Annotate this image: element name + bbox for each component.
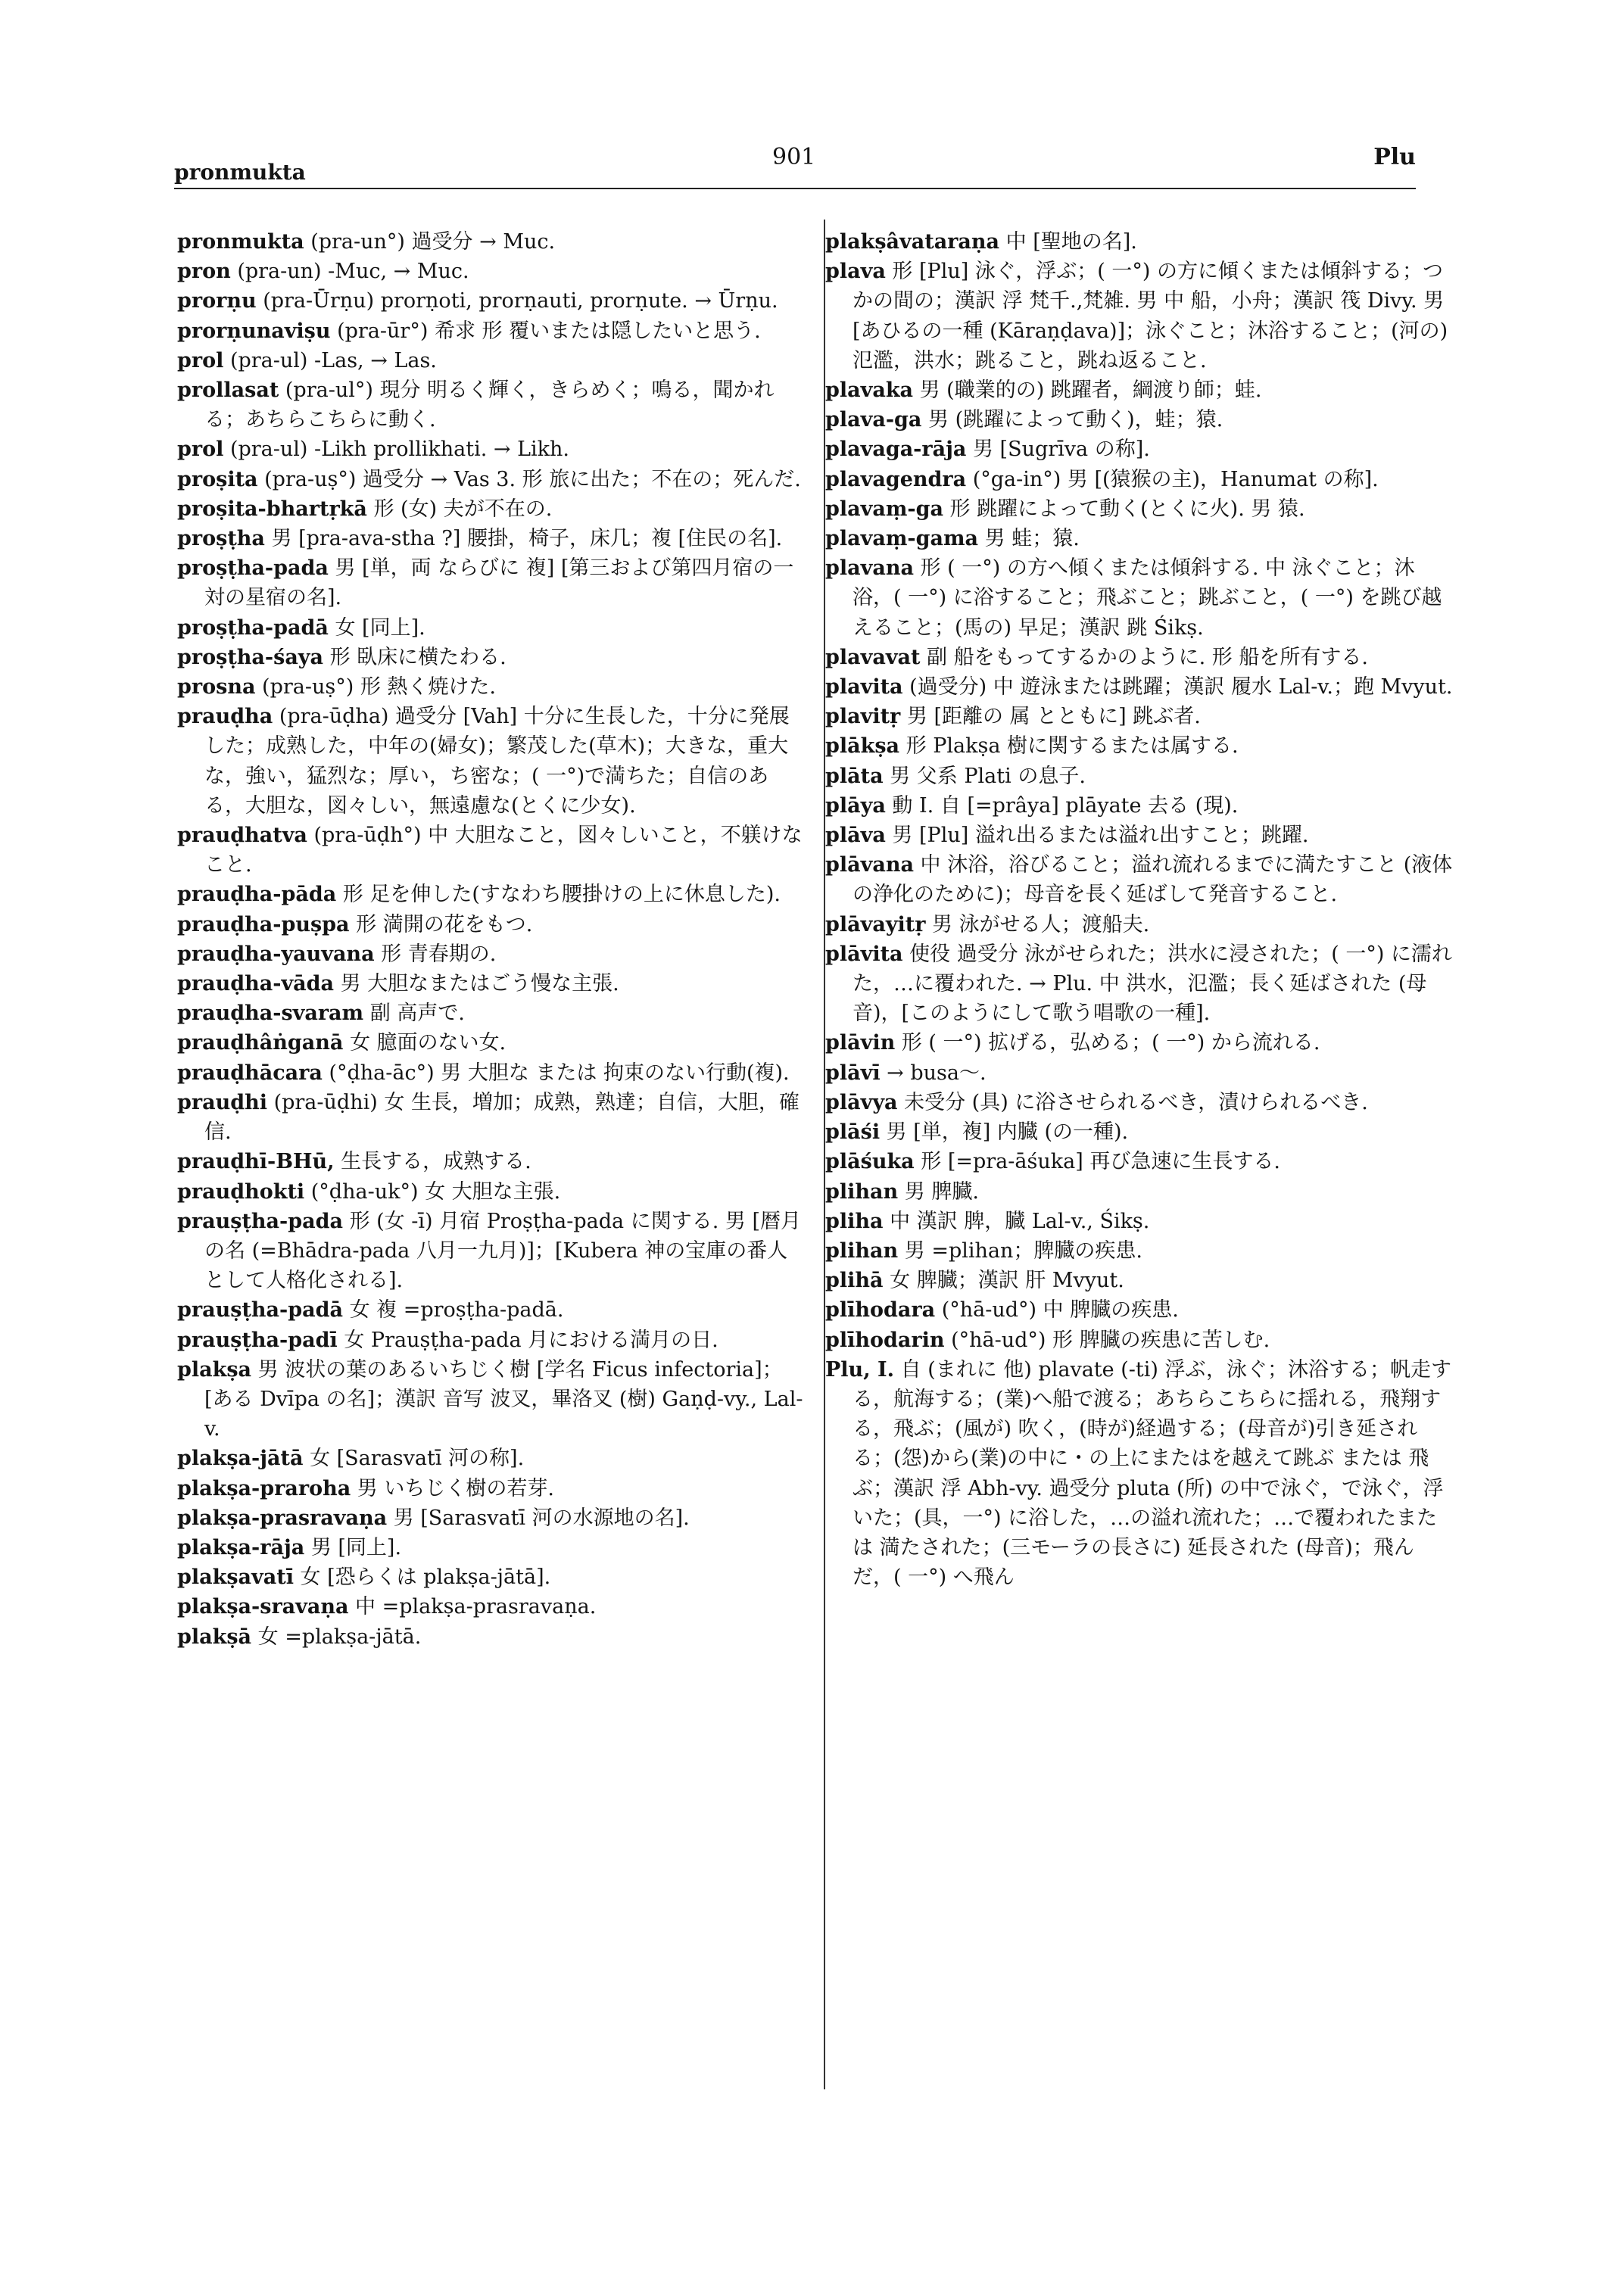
entry-headword: plavaga-rāja xyxy=(825,438,967,462)
entry-headword: plihan xyxy=(825,1179,899,1204)
entry-headword: prol xyxy=(177,348,224,372)
entry-headword: prauṣṭha-padī xyxy=(177,1328,338,1352)
dictionary-entry xyxy=(825,257,1454,375)
entry-definition: (pra-ūḍh°) 中 大胆なこと，図々しいこと，不躾けなこと. xyxy=(204,824,803,877)
dictionary-entry xyxy=(825,1355,1454,1593)
dictionary-entry xyxy=(177,494,806,524)
entry-definition: 中 漢訳 脾，臓 Lal-v., Śikṣ. xyxy=(883,1209,1150,1233)
entry-headword: prol xyxy=(177,438,224,462)
entry-definition: 女 Prauṣṭha-pada 月における満月の日. xyxy=(337,1328,718,1352)
dictionary-entry xyxy=(177,524,806,553)
dictionary-entry xyxy=(177,939,806,969)
dictionary-entry xyxy=(177,1207,806,1296)
dictionary-entry xyxy=(825,435,1454,464)
entry-headword: plakṣa xyxy=(177,1357,252,1382)
entry-headword: plakṣa-jātā xyxy=(177,1447,304,1471)
dictionary-entry xyxy=(177,465,806,494)
dictionary-entry xyxy=(825,1295,1454,1325)
entry-definition: 動 I. 自 [=prâya] plāyate 去る (現). xyxy=(885,793,1239,818)
entry-definition: 女 複 =proṣṭha-padā. xyxy=(342,1298,564,1323)
entry-definition: (pra-ūḍhi) 女 生長，増加；成熟，熟達；自信，大胆，確信. xyxy=(204,1090,800,1145)
entry-headword: prauḍhī-BHū, xyxy=(177,1150,335,1174)
entry-definition: 男 (職業的の) 跳躍者，綱渡り師；蛙. xyxy=(913,379,1262,403)
dictionary-entry xyxy=(177,375,806,435)
entry-definition: 形 ( 一°) の方へ傾くまたは傾斜する. 中 泳ぐこと；沐浴，( 一°) に浴すること；飛ぶこと；跳ぶこと，( 一°) を跳び越えること；(馬の) 早足；漢訳 跳 Śikṣ. xyxy=(853,556,1442,640)
entry-headword: plāvayitṛ xyxy=(825,912,926,936)
entry-headword: proṣṭha-pada xyxy=(177,556,329,581)
entry-definition: 男 父系 Plati の息子. xyxy=(883,764,1086,788)
page-header xyxy=(174,144,1416,189)
dictionary-entry xyxy=(825,553,1454,643)
entry-headword: plākṣa xyxy=(825,734,900,759)
entry-headword: prauḍha-puṣpa xyxy=(177,912,350,936)
dictionary-entry xyxy=(177,613,806,643)
entry-definition: → busa～. xyxy=(880,1061,987,1085)
dictionary-entry xyxy=(825,791,1454,821)
dictionary-entry xyxy=(177,672,806,702)
entry-headword: prauḍhatva xyxy=(177,824,307,848)
dictionary-entry xyxy=(177,1592,806,1622)
entry-definition: (pra-Ūrṇu) prorṇoti, prorṇauti, prorṇute. → Ūrṇu. xyxy=(256,289,778,313)
entry-definition: (pra-uṣ°) 過受分 → Vas 3. 形 旅に出た；不在の；死んだ. xyxy=(257,467,801,491)
entry-headword: prorṇunaviṣu xyxy=(177,319,331,343)
entry-definition: 形 (女) 夫が不在の. xyxy=(366,497,553,521)
entry-definition: 男 [Sugrīva の称]. xyxy=(966,438,1150,462)
dictionary-entry xyxy=(177,1622,806,1652)
entry-headword: prauḍha-vāda xyxy=(177,972,334,996)
dictionary-entry xyxy=(825,227,1454,257)
entry-definition: 男 波状の葉のあるいちじく樹 [学名 Ficus infectoria]；[ある Dvīpa の名]；漢訳 音写 波叉，畢洛叉 (樹) Gaṇḍ-vy., Lal-v. xyxy=(204,1357,803,1441)
entry-headword: plava-ga xyxy=(825,408,922,432)
entry-definition: 男 脾臓. xyxy=(898,1179,979,1204)
entry-headword: plavana xyxy=(825,556,914,581)
entry-headword: prauḍhâṅganā xyxy=(177,1031,344,1055)
entry-headword: plavaṃ-gama xyxy=(825,527,979,551)
entry-definition: (pra-ul) -Las, → Las. xyxy=(223,348,437,372)
dictionary-entry xyxy=(825,494,1454,524)
entry-headword: plakṣavatī xyxy=(177,1566,294,1590)
entry-definition: (pra-uṣ°) 形 熱く焼けた. xyxy=(255,675,497,699)
dictionary-entry xyxy=(825,850,1454,909)
entry-definition: 形 (女 -ī) 月宿 Proṣṭha-pada に関する. 男 [暦月の名 (=Bhādra-pada 八月一九月)]；[Kubera 神の宝庫の番人として人格化される]. xyxy=(204,1209,801,1293)
entry-definition: 女 脾臓；漢訳 肝 Mvyut. xyxy=(883,1269,1124,1293)
entry-headword: prauṣṭha-pada xyxy=(177,1209,343,1233)
entry-definition: 男 [Sarasvatī 河の水源地の名]. xyxy=(387,1506,690,1530)
entry-headword: proṣita-bhartṛkā xyxy=(177,497,367,521)
dictionary-entry xyxy=(825,702,1454,731)
entry-definition: 形 満開の花をもつ. xyxy=(349,912,533,936)
entry-headword: plāśuka xyxy=(825,1150,915,1174)
dictionary-entry xyxy=(177,435,806,464)
entry-definition: 使役 過受分 泳がせられた；洪水に浸された；( 一°) に濡れた，…に覆われた. → Plu. 中 洪水，氾濫；長く延ばされた (母音)，[このようにして歌う唱歌の一種]. xyxy=(853,942,1453,1026)
entry-definition: (pra-ul) -Likh prollikhati. → Likh. xyxy=(223,438,570,462)
dictionary-entry xyxy=(177,880,806,909)
entry-definition: 形 青春期の. xyxy=(374,942,497,966)
left-guide-word: pronmukta xyxy=(174,160,306,185)
entry-definition: 女 =plakṣa-jātā. xyxy=(251,1625,422,1649)
entry-definition: 中 =plakṣa-prasravaṇa. xyxy=(348,1595,597,1619)
entry-definition: 形 足を伸した(すなわち腰掛けの上に休息した). xyxy=(336,883,781,907)
entry-headword: prauḍha-pāda xyxy=(177,883,337,907)
left-column xyxy=(177,227,806,1652)
entry-definition: 男 [距離の 属 とともに] 跳ぶ者. xyxy=(900,705,1201,729)
header-rule xyxy=(174,188,1416,189)
entry-definition: (°ga-in°) 男 [(猿猴の主)，Hanumat の称]. xyxy=(966,467,1379,491)
dictionary-entry xyxy=(177,643,806,672)
entry-headword: plavita xyxy=(825,675,903,699)
dictionary-entry xyxy=(177,1326,806,1355)
entry-definition: 生長する，成熟する. xyxy=(334,1150,531,1174)
entry-headword: plavagendra xyxy=(825,467,967,491)
entry-definition: 男 =plihan；脾臓の疾患. xyxy=(898,1238,1142,1263)
entry-headword: plakṣā xyxy=(177,1625,252,1649)
entry-definition: 男 泳がせる人；渡船夫. xyxy=(925,912,1150,936)
entry-definition: 男 [単，両 ならびに 複] [第三および第四月宿の一対の星宿の名]. xyxy=(204,556,794,610)
entry-definition: 女 [恐らくは plakṣa-jātā]. xyxy=(293,1566,551,1590)
dictionary-entry xyxy=(177,1533,806,1562)
entry-headword: prauḍhi xyxy=(177,1090,267,1114)
entry-definition: 男 (跳躍によって動く)，蛙；猿. xyxy=(921,408,1223,432)
dictionary-entry xyxy=(825,375,1454,405)
entry-definition: 形 Plakṣa 樹に関するまたは属する. xyxy=(899,734,1239,759)
entry-headword: plāvana xyxy=(825,853,914,877)
dictionary-entry xyxy=(177,1295,806,1325)
entry-headword: plavavat xyxy=(825,645,921,669)
dictionary-entry xyxy=(177,999,806,1028)
entry-headword: plakṣa-prasravaṇa xyxy=(177,1506,388,1530)
entry-definition: (°ḍha-āc°) 男 大胆な または 拘束のない行動(複). xyxy=(322,1061,790,1085)
entry-headword: plāvita xyxy=(825,942,903,966)
dictionary-entry xyxy=(177,1177,806,1207)
entry-definition: (°ḍha-uk°) 女 大胆な主張. xyxy=(304,1179,561,1204)
entry-headword: plavaka xyxy=(825,379,914,403)
entry-definition: 中 [聖地の名]. xyxy=(999,230,1137,254)
entry-definition: (°hā-ud°) 中 脾臓の疾患. xyxy=(935,1298,1179,1323)
dictionary-entry xyxy=(177,346,806,375)
entry-headword: plavitṛ xyxy=(825,705,901,729)
dictionary-entry xyxy=(825,762,1454,791)
entry-definition: 形 臥床に横たわる. xyxy=(323,645,507,669)
dictionary-entry xyxy=(825,405,1454,435)
dictionary-entry xyxy=(177,227,806,257)
dictionary-entry xyxy=(177,910,806,939)
entry-definition: 形 ( 一°) 拡げる，弘める；( 一°) から流れる. xyxy=(895,1031,1320,1055)
entry-headword: plāva xyxy=(825,824,886,848)
entry-headword: plakṣa-rāja xyxy=(177,1535,305,1559)
entry-headword: proṣṭha-śaya xyxy=(177,645,323,669)
dictionary-entry xyxy=(825,821,1454,850)
entry-headword: plāvya xyxy=(825,1090,898,1114)
dictionary-entry xyxy=(825,1147,1454,1176)
entry-definition: 副 船をもってするかのように. 形 船を所有する. xyxy=(920,645,1368,669)
entry-definition: (°hā-ud°) 形 脾臓の疾患に苦しむ. xyxy=(944,1328,1270,1352)
entry-definition: (pra-ūḍha) 過受分 [Vah] 十分に生長した，十分に発展した；成熟した，中年の(婦女)；繁茂した(草木)；大きな，重大な，強い，猛烈な；厚い，ち密な；( 一°)で満ちた；自信のある，大胆な，図々しい，無遠慮な(とくに少女). xyxy=(204,705,790,818)
dictionary-entry xyxy=(177,286,806,316)
entry-headword: plāvī xyxy=(825,1061,881,1085)
entry-definition: (過受分) 中 遊泳または跳躍；漢訳 履水 Lal-v.；跑 Mvyut. xyxy=(902,675,1453,699)
entry-headword: plāya xyxy=(825,793,886,818)
entry-definition: 自 (まれに 他) plavate (-ti) 浮ぶ，泳ぐ；沐浴する；帆走する，航海する；(業)へ船で渡る；あちらこちらに揺れる，飛翔する，飛ぶ；(風が) 吹く，(時が)経過する；(母音が)引き延される；(怨)から(業)の中に・の上にまたはを越えて跳ぶ または 飛ぶ；漢訳 浮 Abh-vy. 過受分 pluta (所) の中で泳ぐ，で泳ぐ，浮いた；(具，一°) に浴した，…の溢れ流れた；…で覆われたまたは 満たされた；(三モーラの長さに) 延長された (母音)；飛んだ，( 一°) へ飛ん xyxy=(853,1357,1452,1590)
dictionary-entry xyxy=(177,257,806,286)
dictionary-entry xyxy=(177,1028,806,1058)
entry-headword: prauḍha xyxy=(177,705,273,729)
dictionary-entry xyxy=(825,524,1454,553)
entry-headword: plavaṃ-ga xyxy=(825,497,943,521)
dictionary-entry xyxy=(825,939,1454,1029)
dictionary-entry xyxy=(825,1236,1454,1266)
entry-definition: 男 蛙；猿. xyxy=(978,527,1080,551)
entry-headword: plihā xyxy=(825,1269,884,1293)
entry-definition: 女 [Sarasvatī 河の称]. xyxy=(303,1447,525,1471)
dictionary-entry xyxy=(825,1266,1454,1295)
entry-definition: 形 跳躍によって動く(とくに火). 男 猿. xyxy=(943,497,1305,521)
dictionary-entry xyxy=(177,1562,806,1592)
entry-headword: plāśi xyxy=(825,1120,881,1145)
dictionary-entry xyxy=(825,1207,1454,1236)
entry-headword: pronmukta xyxy=(177,230,304,254)
entry-definition: (pra-un) -Muc, → Muc. xyxy=(230,260,469,284)
entry-headword: prollasat xyxy=(177,379,279,403)
entry-headword: pron xyxy=(177,260,231,284)
entry-headword: prauḍhācara xyxy=(177,1061,323,1085)
entry-headword: plihan xyxy=(825,1238,899,1263)
entry-definition: 男 [pra-ava-stha ?] 腰掛，椅子，床几；複 [住民の名]. xyxy=(264,527,783,551)
entry-headword: plakṣa-praroha xyxy=(177,1476,351,1500)
dictionary-entry xyxy=(177,821,806,880)
entry-definition: 中 沐浴，浴びること；溢れ流れるまでに満たすこと (液体の浄化のために)；母音を長く延ばして発音すること. xyxy=(853,853,1453,907)
entry-headword: plāvin xyxy=(825,1031,896,1055)
dictionary-entry xyxy=(825,1088,1454,1117)
entry-headword: plakṣa-sravaṇa xyxy=(177,1595,349,1619)
entry-headword: proṣṭha xyxy=(177,527,265,551)
entry-definition: 男 [同上]. xyxy=(304,1535,402,1559)
entry-headword: prauḍhokti xyxy=(177,1179,305,1204)
dictionary-entry xyxy=(177,1088,806,1147)
dictionary-entry xyxy=(825,731,1454,761)
entry-definition: 副 高声で. xyxy=(363,1002,465,1026)
right-guide-word: Plu xyxy=(1373,144,1416,170)
entry-headword: plāta xyxy=(825,764,884,788)
entry-headword: prauḍha-svaram xyxy=(177,1002,364,1026)
dictionary-entry xyxy=(825,672,1454,702)
entry-definition: (pra-ūr°) 希求 形 覆いまたは隠したいと思う. xyxy=(330,319,761,343)
entry-definition: (pra-ul°) 現分 明るく輝く，きらめく；鳴る，聞かれる；あちらこちらに動く. xyxy=(204,379,775,432)
entry-headword: prauṣṭha-padā xyxy=(177,1298,343,1323)
entry-definition: 男 大胆なまたはごう慢な主張. xyxy=(334,972,619,996)
dictionary-entry xyxy=(177,316,806,346)
entry-headword: prorṇu xyxy=(177,289,257,313)
dictionary-entry xyxy=(825,1326,1454,1355)
entry-definition: 形 [=pra-āśuka] 再び急速に生長する. xyxy=(914,1150,1280,1174)
entry-headword: plīhodarin xyxy=(825,1328,945,1352)
dictionary-entry xyxy=(177,1355,806,1444)
entry-headword: prosna xyxy=(177,675,256,699)
entry-definition: 女 臆面のない女. xyxy=(343,1031,507,1055)
dictionary-entry xyxy=(177,1058,806,1088)
entry-definition: 形 [Plu] 泳ぐ，浮ぶ；( 一°) の方に傾くまたは傾斜する；つかの間の；漢訳 浮 梵千.,梵雑. 男 中 船，小舟；漢訳 筏 Divy. 男 [あひるの一種 (Kāraṇḍava)]；泳ぐこと；沐浴すること；(河の)氾濫，洪水；跳ること，跳ね返ること. xyxy=(853,260,1448,372)
entry-definition: 男 いちじく樹の若芽. xyxy=(351,1476,554,1500)
dictionary-entry xyxy=(825,1028,1454,1058)
dictionary-entry xyxy=(177,1474,806,1503)
right-column xyxy=(825,227,1454,1592)
dictionary-entry xyxy=(825,1058,1454,1088)
dictionary-entry xyxy=(825,465,1454,494)
entry-headword: pliha xyxy=(825,1209,884,1233)
entry-headword: proṣita xyxy=(177,467,258,491)
dictionary-entry xyxy=(177,1444,806,1473)
entry-headword: proṣṭha-padā xyxy=(177,615,329,640)
entry-headword: plakṣâvataraṇa xyxy=(825,230,1000,254)
entry-headword: prauḍha-yauvana xyxy=(177,942,375,966)
dictionary-entry xyxy=(177,969,806,999)
dictionary-entry xyxy=(177,1147,806,1176)
entry-headword: plīhodara xyxy=(825,1298,936,1323)
entry-definition: (pra-un°) 過受分 → Muc. xyxy=(304,230,556,254)
dictionary-entry xyxy=(825,1177,1454,1207)
entry-definition: 男 [単，複] 内臓 (の一種). xyxy=(880,1120,1129,1145)
entry-definition: 男 [Plu] 溢れ出るまたは溢れ出すこと；跳躍. xyxy=(885,824,1309,848)
entry-definition: 女 [同上]. xyxy=(328,615,425,640)
entry-headword: plava xyxy=(825,260,886,284)
dictionary-entry xyxy=(825,910,1454,939)
dictionary-entry xyxy=(177,1503,806,1533)
dictionary-entry xyxy=(177,702,806,821)
dictionary-entry xyxy=(825,1117,1454,1147)
dictionary-entry xyxy=(177,553,806,612)
entry-headword: Plu, I. xyxy=(825,1357,895,1382)
dictionary-entry xyxy=(825,643,1454,672)
page-number: 901 xyxy=(772,144,816,170)
entry-definition: 未受分 (具) に浴させられるべき，漬けられるべき. xyxy=(897,1090,1368,1114)
